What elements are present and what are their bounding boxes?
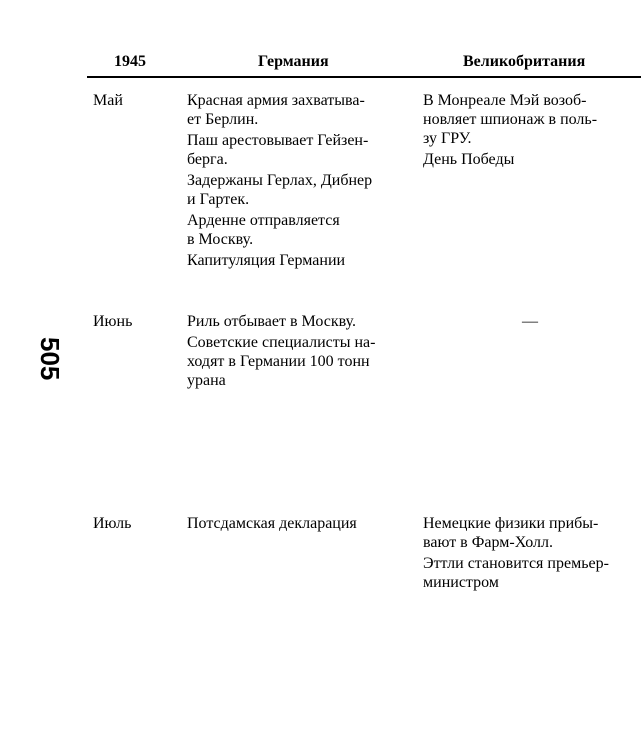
event-line: Паш арестовывает Гейзен-: [187, 132, 369, 149]
event-entry: [423, 150, 641, 169]
event-line: берга.: [187, 151, 228, 168]
event-line: ет Берлин.: [187, 111, 259, 128]
germany-cell: [187, 514, 412, 535]
table-header: [87, 50, 641, 74]
event-line: урана: [187, 372, 226, 389]
event-entry: [187, 251, 412, 270]
event-entry: [187, 131, 412, 169]
event-line: Потсдамская декларация: [187, 515, 357, 532]
event-line: зу ГРУ.: [423, 130, 472, 147]
event-line: вают в Фарм-Холл.: [423, 534, 553, 551]
header-year: 1945: [114, 53, 146, 70]
event-line: ходят в Германии 100 тонн: [187, 353, 370, 370]
event-line: министром: [423, 574, 499, 591]
event-line: В Монреале Мэй возоб-: [423, 92, 587, 109]
event-line: в Москву.: [187, 231, 254, 248]
event-line: Эттли становится премьер-: [423, 555, 609, 572]
britain-empty-dash: —: [522, 313, 538, 330]
month-cell: Июнь: [93, 313, 133, 330]
page-number: 505: [35, 337, 65, 381]
germany-cell: [187, 91, 412, 272]
event-line: и Гартек.: [187, 191, 250, 208]
event-line: Красная армия захватыва-: [187, 92, 365, 109]
event-line: Советские специалисты на-: [187, 334, 376, 351]
event-entry: [187, 514, 412, 533]
header-rule: [87, 76, 641, 78]
month-cell: Июль: [93, 515, 132, 532]
event-line: Арденне отправляется: [187, 212, 340, 229]
event-entry: [423, 554, 641, 592]
event-entry: [187, 211, 412, 249]
event-entry: [187, 312, 412, 331]
event-line: Риль отбывает в Москву.: [187, 313, 357, 330]
britain-cell: [423, 91, 641, 171]
event-entry: [187, 171, 412, 209]
event-entry: [187, 91, 412, 129]
event-entry: [187, 333, 412, 390]
event-entry: [423, 514, 641, 552]
britain-cell: [423, 514, 641, 594]
event-line: новляет шпионаж в поль-: [423, 111, 598, 128]
germany-cell: [187, 312, 412, 392]
header-germany: Германия: [258, 53, 329, 70]
event-entry: [423, 91, 641, 148]
header-britain: Великобритания: [463, 53, 586, 70]
event-line: Задержаны Герлах, Дибнер: [187, 172, 373, 189]
event-line: Капитуляция Германии: [187, 252, 346, 269]
event-line: Немецкие физики прибы-: [423, 515, 599, 532]
event-line: День Победы: [423, 151, 515, 168]
month-cell: Май: [93, 92, 123, 109]
